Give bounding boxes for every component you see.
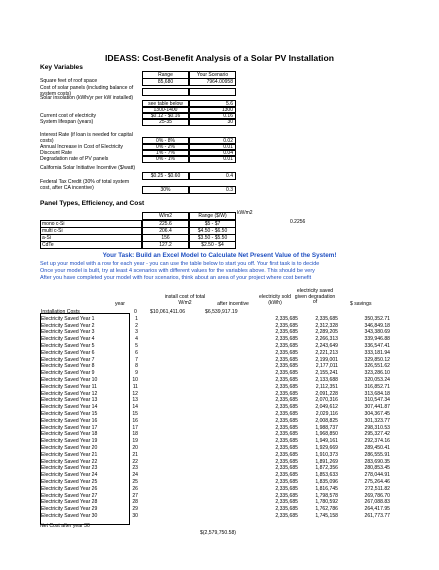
year-row-label: Electricity Saved Year 7 — [41, 356, 95, 363]
key-variable-scenario: 0.01 — [189, 155, 236, 163]
key-variable-scenario — [189, 88, 236, 96]
year-row-sold: 2,335,685 — [275, 499, 298, 506]
key-variable-scenario: 0.04 — [189, 149, 236, 157]
year-row-label: Electricity Saved Year 18 — [41, 431, 98, 438]
net-cost-label: Net Cost after year 30 — [40, 523, 90, 529]
task-lines — [40, 261, 319, 282]
year-row-label: Electricity Saved Year 3 — [41, 329, 95, 336]
year-row-label: Electricity Saved Year 2 — [41, 322, 95, 329]
year-row-saved: 2,335,685 — [315, 315, 338, 322]
year-row-year: 1 — [135, 315, 138, 322]
year-row-saved: 1,780,592 — [315, 499, 338, 506]
year-row-year: 22 — [132, 458, 138, 465]
key-variable-range: $0.12 - $0.16 — [142, 112, 189, 120]
year-row-year: 14 — [132, 404, 138, 411]
key-variable-label: Degradation rate of PV panels — [40, 156, 109, 162]
year-row-savings: 269,786.70 — [364, 492, 390, 499]
key-variable-scenario: 0.02 — [189, 137, 236, 145]
panel-type-label: multi c-Si — [40, 227, 142, 235]
unit-label: kW/m2 — [237, 210, 253, 216]
year-row-sold: 2,335,685 — [275, 424, 298, 431]
year-row-saved: 2,289,205 — [315, 329, 338, 336]
year-row-year: 8 — [135, 363, 138, 370]
year-row-sold: 2,335,685 — [275, 492, 298, 499]
key-variable-scenario: 0.16 — [189, 112, 236, 120]
year-row-sold: 2,335,685 — [275, 322, 298, 329]
year-row-saved: 1,968,850 — [315, 431, 338, 438]
year-row-saved: 1,835,096 — [315, 479, 338, 485]
key-variable-scenario: 30 — [189, 118, 236, 126]
year-row-label: Electricity Saved Year 26 — [41, 485, 98, 492]
key-variable-range: 30% — [142, 186, 189, 194]
year-row-label: Electricity Saved Year 20 — [41, 445, 98, 451]
year-row-label: Electricity Saved Year 13 — [41, 397, 98, 404]
after-incentive-value: $6,539,917.19 — [205, 309, 238, 315]
year-row-saved: 1,798,578 — [315, 492, 338, 499]
panel-type-label: a-Si — [40, 234, 142, 242]
year-row-label: Electricity Saved Year 24 — [41, 472, 98, 479]
panel-type-label: CdTe — [40, 241, 142, 249]
year-row-sold: 2,335,685 — [275, 363, 298, 370]
year-row-saved: 1,929,669 — [315, 445, 338, 451]
year-row-year: 12 — [132, 390, 138, 397]
install-year: 0 — [134, 309, 137, 315]
year-row-saved: 2,177,011 — [315, 363, 338, 370]
key-variable-label: Current cost of electricity — [40, 113, 97, 119]
year-row-savings: 320,053.24 — [364, 377, 390, 383]
year-row-year: 2 — [135, 322, 138, 329]
year-row-savings: 264,417.95 — [364, 506, 390, 513]
year-row-label: Electricity Saved Year 11 — [41, 383, 97, 390]
year-row-label: Electricity Saved Year 5 — [41, 343, 95, 349]
key-variable-range: 0% - 8% — [142, 137, 189, 145]
panel-type-w: 225.6 — [142, 220, 189, 228]
year-row-sold: 2,335,685 — [275, 417, 298, 424]
year-header: year — [115, 301, 125, 307]
panel-type-range: $4.50 - $6.50 — [189, 227, 236, 235]
year-row-year: 15 — [132, 411, 138, 417]
year-row-savings: 267,088.83 — [364, 499, 390, 506]
year-row-sold: 2,335,685 — [275, 513, 298, 519]
year-row-sold: 2,335,685 — [275, 411, 298, 417]
year-row-sold: 2,335,685 — [275, 383, 298, 390]
key-variable-range: 1% - 7% — [142, 149, 189, 157]
w-header: W/m2 — [142, 212, 189, 220]
year-row-saved: 1,762,786 — [315, 506, 338, 513]
year-row-label: Electricity Saved Year 17 — [41, 424, 98, 431]
year-row-savings: 292,374.16 — [364, 438, 390, 445]
year-row-saved: 1,745,158 — [315, 513, 338, 519]
panel-type-range: $3.50 - $5.50 — [189, 234, 236, 242]
year-row-saved: 1,891,269 — [315, 458, 338, 465]
installation-costs-label: Installation Costs — [41, 309, 80, 315]
year-row-label: Electricity Saved Year 10 — [41, 377, 98, 383]
panel-type-w: 156 — [142, 234, 189, 242]
task-line: Set up your model with a row for each year - you can use the table below to start you off. Your first task is to decide — [40, 261, 320, 267]
range-header: Range — [142, 71, 189, 79]
key-variable-label: Cost of solar panels (including balance of system costs) — [40, 85, 134, 97]
year-row-savings: 343,380.69 — [364, 329, 390, 336]
year-row-savings: 283,690.35 — [364, 458, 390, 465]
key-variable-range: $0.25 - $0.60 — [142, 172, 189, 180]
key-variables-heading: Key Variables — [40, 64, 83, 71]
panel-types-heading: Panel Types, Efficiency, and Cost — [40, 200, 145, 207]
year-row-sold: 2,335,685 — [275, 485, 298, 492]
year-row-sold: 2,335,685 — [275, 343, 298, 349]
year-row-year: 24 — [132, 472, 138, 479]
key-variable-range: 0% - 1% — [142, 155, 189, 163]
year-row-saved: 2,112,351 — [315, 383, 338, 390]
key-variable-range: see table below — [142, 100, 189, 108]
key-variable-label: Annual Increase in Cost of Electricity — [40, 144, 123, 150]
panel-type-label: mono c-Si — [40, 220, 142, 228]
year-row-saved: 2,049,612 — [315, 404, 338, 411]
year-row-saved: 1,816,745 — [315, 485, 338, 492]
year-row-year: 26 — [132, 485, 138, 492]
year-row-year: 17 — [132, 424, 138, 431]
year-row-savings: 278,044.91 — [364, 472, 390, 479]
task-line: After you have completed your model with four scenarios, think about an area of your project where cost benefit — [40, 275, 312, 281]
key-variable-scenario: 0.01 — [189, 143, 236, 151]
year-row-savings: 280,853.45 — [364, 465, 390, 472]
key-variable-label: Federal Tax Credit (30% of total system cost, after CA incentive) — [40, 179, 130, 191]
year-row-sold: 2,335,685 — [275, 445, 298, 451]
year-row-label: Electricity Saved Year 9 — [41, 370, 95, 377]
panel-type-range: $2.50 - $4 — [189, 241, 236, 249]
year-row-label: Electricity Saved Year 1 — [41, 315, 95, 322]
year-row-label: Electricity Saved Year 6 — [41, 349, 95, 356]
year-row-year: 7 — [135, 356, 138, 363]
year-row-savings: 339,946.88 — [364, 336, 390, 343]
key-variable-range — [142, 88, 189, 96]
year-row-year: 27 — [132, 492, 138, 499]
year-row-savings: 272,511.82 — [364, 485, 390, 492]
year-row-sold: 2,335,685 — [275, 465, 298, 472]
year-row-savings: 304,367.45 — [364, 411, 390, 417]
key-variable-scenario: 0.4 — [189, 172, 236, 180]
year-row-sold: 2,335,685 — [275, 329, 298, 336]
year-row-year: 4 — [135, 336, 138, 343]
install-cost-header: install cost of total W/m2 — [164, 294, 206, 306]
year-row-savings: 316,852.71 — [364, 383, 390, 390]
key-variable-range: 25-35 — [142, 118, 189, 126]
year-row-sold: 2,335,685 — [275, 356, 298, 363]
year-row-saved: 2,008,825 — [315, 417, 338, 424]
year-row-year: 16 — [132, 417, 138, 424]
year-row-label: Electricity Saved Year 14 — [41, 404, 98, 411]
savings-header: $ savings — [350, 301, 372, 307]
year-row-savings: 323,286.10 — [364, 370, 390, 377]
year-row-sold: 2,335,685 — [275, 431, 298, 438]
year-row-saved: 1,853,633 — [315, 472, 338, 479]
year-row-sold: 2,335,685 — [275, 451, 298, 458]
panel-type-w: 206.4 — [142, 227, 189, 235]
year-row-year: 30 — [132, 513, 138, 519]
year-row-savings: 333,181.94 — [364, 349, 390, 356]
install-cost-value: $10,061,411.06 — [150, 309, 186, 315]
year-row-savings: 326,551.62 — [364, 363, 390, 370]
year-row-saved: 1,872,356 — [315, 465, 338, 472]
year-row-label: Electricity Saved Year 15 — [41, 411, 98, 417]
year-row-year: 23 — [132, 465, 138, 472]
page-title: IDEASS: Cost-Benefit Analysis of a Solar PV Installation — [105, 53, 334, 63]
year-row-label: Electricity Saved Year 27 — [41, 492, 98, 499]
year-row-savings: 350,352.71 — [364, 315, 390, 322]
year-row-savings: 336,547.41 — [364, 343, 390, 349]
year-row-sold: 2,335,685 — [275, 336, 298, 343]
year-row-saved: 2,312,328 — [315, 322, 338, 329]
key-variable-scenario: 7964.00958 — [189, 78, 236, 86]
key-variable-label: Square feet of roof space — [40, 78, 98, 84]
year-row-savings: 286,555.91 — [364, 451, 390, 458]
year-row-savings: 313,684.18 — [364, 390, 390, 397]
year-row-year: 28 — [132, 499, 138, 506]
year-row-year: 18 — [132, 431, 138, 438]
year-row-year: 19 — [132, 438, 138, 445]
key-variable-label: California Solar Initiative Incentive ($/watt) — [40, 165, 136, 171]
year-row-savings: 261,773.77 — [364, 513, 390, 519]
year-row-label: Electricity Saved Year 29 — [41, 506, 98, 513]
year-row-year: 6 — [135, 349, 138, 356]
year-row-sold: 2,335,685 — [275, 390, 298, 397]
year-row-sold: 2,335,685 — [275, 472, 298, 479]
year-row-year: 3 — [135, 329, 138, 336]
year-row-sold: 2,335,685 — [275, 370, 298, 377]
year-row-label: Electricity Saved Year 8 — [41, 363, 95, 370]
year-row-year: 25 — [132, 479, 138, 485]
year-row-saved: 1,949,161 — [315, 438, 338, 445]
year-row-sold: 2,335,685 — [275, 438, 298, 445]
year-row-savings: 307,441.87 — [364, 404, 390, 411]
year-row-saved: 2,091,228 — [315, 390, 338, 397]
year-row-label: Electricity Saved Year 12 — [41, 390, 98, 397]
year-row-sold: 2,335,685 — [275, 506, 298, 513]
key-variable-scenario: 0.3 — [189, 186, 236, 194]
year-row-saved: 2,243,649 — [315, 343, 338, 349]
year-row-year: 11 — [132, 383, 138, 390]
year-row-saved: 1,910,373 — [315, 451, 338, 458]
task-heading: Your Task: Build an Excel Model to Calculate Net Present Value of the System! — [102, 252, 337, 259]
scenario-header: Your Scenario — [189, 71, 236, 79]
key-variable-range: 0% - 2% — [142, 143, 189, 151]
range-w-header: Range ($/W) — [189, 212, 236, 220]
key-variable-label: Discount Rate — [40, 150, 72, 156]
year-row-saved: 2,029,116 — [315, 411, 338, 417]
year-row-savings: 289,450.41 — [364, 445, 390, 451]
year-row-savings: 310,547.34 — [364, 397, 390, 404]
year-row-sold: 2,335,685 — [275, 404, 298, 411]
year-row-label: Electricity Saved Year 16 — [41, 417, 98, 424]
key-variable-scenario: 5.6 — [189, 100, 236, 108]
electricity-sold-header: electricity sold (kWh) — [259, 294, 291, 306]
key-variable-label: System lifespan (years) — [40, 119, 94, 125]
year-row-sold: 2,335,685 — [275, 349, 298, 356]
year-row-year: 5 — [135, 343, 138, 349]
year-row-sold: 2,335,685 — [275, 315, 298, 322]
year-row-saved: 2,133,688 — [315, 377, 338, 383]
year-row-saved: 1,988,737 — [315, 424, 338, 431]
year-row-saved: 2,070,316 — [315, 397, 338, 404]
year-row-year: 29 — [132, 506, 138, 513]
year-row-savings: 346,849.18 — [364, 322, 390, 329]
year-row-year: 10 — [132, 377, 138, 383]
year-row-sold: 2,335,685 — [275, 377, 298, 383]
task-line: Once your model is built, try at least 4 scenarios with different values for the variables above. This should be very — [40, 268, 315, 274]
key-variable-label: Interest Rate (if loan is needed for capital costs) — [40, 132, 133, 144]
year-row-year: 21 — [132, 451, 138, 458]
year-row-sold: 2,335,685 — [275, 479, 298, 485]
key-variable-label: Solar insolation (kWh/yr per kW installed) — [40, 95, 134, 101]
year-row-savings: 329,850.12 — [364, 356, 390, 363]
year-row-savings: 298,310.53 — [364, 424, 390, 431]
year-row-savings: 295,327.42 — [364, 431, 390, 438]
panel-type-w: 127.2 — [142, 241, 189, 249]
key-variable-range: 1300-1400 — [142, 106, 189, 114]
electricity-saved-header: electricity saved given degradation of — [294, 288, 336, 306]
year-row-sold: 2,335,685 — [275, 397, 298, 404]
after-incentive-header: after incentive — [217, 301, 249, 307]
year-row-year: 20 — [132, 445, 138, 451]
side-value: 0.2256 — [290, 219, 306, 225]
year-row-savings: 301,323.77 — [364, 417, 390, 424]
key-variable-range: 85,680 — [142, 78, 189, 86]
year-row-label: Electricity Saved Year 22 — [41, 458, 98, 465]
year-row-saved: 2,221,213 — [315, 349, 338, 356]
year-row-saved: 2,266,313 — [315, 336, 338, 343]
year-row-label: Electricity Saved Year 19 — [41, 438, 98, 445]
year-row-label: Electricity Saved Year 25 — [41, 479, 98, 485]
year-row-saved: 2,155,241 — [315, 370, 338, 377]
panel-type-range: $5 - $7 — [189, 220, 236, 228]
year-row-label: Electricity Saved Year 4 — [41, 336, 95, 343]
year-row-label: Electricity Saved Year 23 — [41, 465, 98, 472]
year-row-savings: 275,264.46 — [364, 479, 390, 485]
key-variable-scenario: 1300 — [189, 106, 236, 114]
year-row-saved: 2,199,001 — [315, 356, 338, 363]
year-row-year: 13 — [132, 397, 138, 404]
year-row-year: 9 — [135, 370, 138, 377]
year-row-label: Electricity Saved Year 30 — [41, 513, 98, 519]
year-row-label: Electricity Saved Year 21 — [41, 451, 98, 458]
year-row-sold: 2,335,685 — [275, 458, 298, 465]
year-row-label: Electricity Saved Year 28 — [41, 499, 98, 506]
net-cost-value: $(2,579,750.58) — [200, 530, 236, 536]
